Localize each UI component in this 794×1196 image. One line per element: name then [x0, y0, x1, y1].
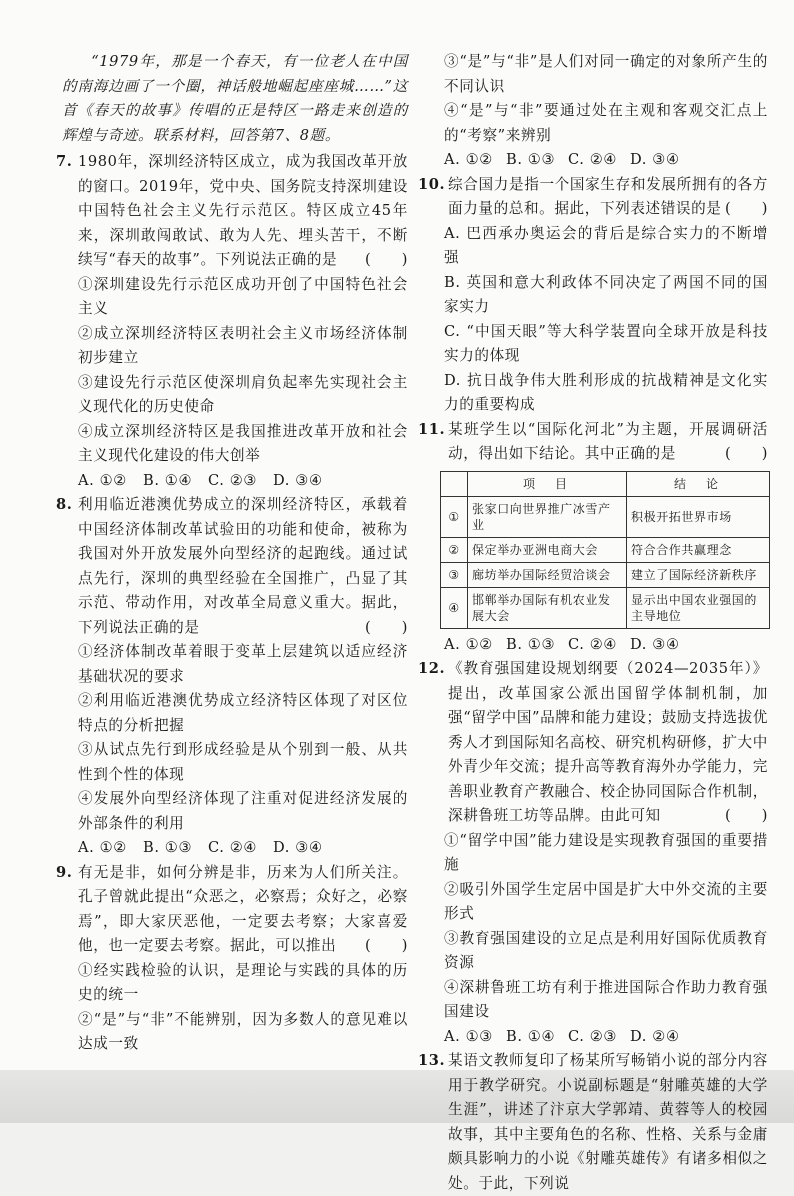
statement-4: ④发展外向型经济体现了注重对促进经济发展的外部条件的利用: [78, 790, 408, 832]
question-stem: 某语文教师复印了杨某所写畅销小说的部分内容用于教学研究。小说副标题是“射雕英雄的大学生涯”，讲述了汴京大学郭靖、黄蓉等人的校园故事，其中主要角色的名称、性格、关系与金庸颇具影响力的小说《射雕英雄传》有诸多相似之处。于此，下列说: [448, 1052, 768, 1192]
table-header: 项 目: [468, 471, 627, 496]
answer-options: [428, 148, 768, 173]
option-d: D. ③④: [630, 635, 680, 653]
option-b: B. ①③: [506, 151, 556, 168]
option-d: D. ②④: [630, 1027, 680, 1045]
question-number: 7.: [56, 153, 73, 170]
survey-table: [440, 471, 770, 629]
option-d: D. 抗日战争伟大胜利形成的抗战精神是文化实力的重要构成: [444, 371, 768, 413]
question-9: [56, 861, 408, 959]
option-c: C. ②③: [568, 1027, 618, 1045]
option-b: B. ①④: [506, 1027, 556, 1045]
option-c: C. ②④: [568, 635, 618, 653]
question-stem: 某班学生以“国际化河北”为主题，开展调研活动，得出如下结论。其中正确的是 ( ): [448, 418, 768, 467]
question-stem: 1980年，深圳经济特区成立，成为我国改革开放的窗口。2019年，党中央、国务院支持深圳建设中国特色社会主义先行示范区。特区成立45年来，深圳敢闯敢试、敢为人先、埋头苦干，不断续写“春天的故事”。下列说法正确的是 ( ): [78, 150, 408, 273]
table-cell: ①: [441, 496, 468, 537]
question-stem: 《教育强国建设规划纲要（2024—2035年）》提出，改革国家公派出国留学体制机制，加强“留学中国”品牌和能力建设；鼓励支持选拔优秀人才到国际知名高校、研究机构研修，扩大中外青少年交流；提升高等教育海外办学能力，完善职业教育产教融合、校企协同国际合作机制，深耕鲁班工坊等品牌。由此可知 ( ): [448, 657, 768, 829]
table-cell: 显示出中国农业强国的主导地位: [627, 587, 770, 628]
statement-2: ②吸引外国学生定居中国是扩大中外交流的主要形式: [444, 880, 768, 922]
option-b: B. 英国和意大利政体不同决定了两国不同的国家实力: [444, 273, 768, 315]
statement-4: ④成立深圳经济特区是我国推进改革开放和社会主义现代化建设的伟大创举: [78, 422, 408, 464]
statement-4: ④深耕鲁班工坊有利于推进国际合作助力教育强国建设: [444, 978, 768, 1020]
statement-2: ②成立深圳经济特区表明社会主义市场经济体制初步建立: [78, 324, 408, 366]
statement-1: ①“留学中国”能力建设是实现教育强国的重要措施: [444, 831, 768, 873]
table-row: [441, 587, 770, 628]
table-header: [441, 471, 468, 496]
option-c: C. ②④: [208, 839, 258, 856]
question-stem: 有无是非，如何分辨是非，历来为人们所关注。孔子曾就此提出“众恶之，必察焉；众好之，必察焉”，即大家厌恶他，一定要去考察；大家喜爱他，也一定要去考察。据此，可以推出 ( ): [78, 861, 408, 959]
question-stem: 综合国力是指一个国家生存和发展所拥有的各方面力量的总和。据此，下列表述错误的是 ( ): [448, 173, 768, 222]
statement-2: ②“是”与“非”不能辨别，因为多数人的意见难以达成一致: [78, 1010, 408, 1052]
statement-3: ③建设先行示范区使深圳肩负起率先实现社会主义现代化的历史使命: [78, 373, 408, 415]
question-number: 11.: [418, 420, 446, 438]
option-c: C. ②④: [568, 151, 618, 168]
statement-1: ①经实践检验的认识，是理论与实践的具体的历史的统一: [78, 961, 408, 1003]
option-a: A. ①②: [78, 839, 127, 856]
table-cell: 保定举办亚洲电商大会: [468, 537, 627, 562]
statement-1: ①深圳建设先行示范区成功开创了中国特色社会主义: [78, 275, 408, 317]
option-b: B. ①③: [506, 635, 556, 653]
table-row: [441, 562, 770, 587]
option-c: C. ②③: [208, 471, 258, 489]
right-column: [418, 50, 768, 1196]
answer-parentheses: ( ): [365, 251, 408, 268]
statement-3: ③从试点先行到形成经验是从个别到一般、从共性到个性的体现: [78, 741, 408, 783]
table-cell: 建立了国际经济新秩序: [627, 562, 770, 587]
option-b: B. ①④: [143, 471, 193, 489]
answer-parentheses: ( ): [725, 445, 768, 462]
option-d: D. ③④: [273, 471, 323, 489]
question-11: [418, 418, 768, 467]
statement-3: ③“是”与“非”是人们对同一确定的对象所产生的不同认识: [444, 53, 768, 95]
answer-parentheses: ( ): [725, 200, 768, 217]
answer-options: [62, 469, 408, 494]
answer-parentheses: ( ): [365, 937, 408, 954]
table-cell: 邯郸举办国际有机农业发展大会: [468, 587, 627, 628]
table-cell: 积极开拓世界市场: [627, 496, 770, 537]
question-number: 9.: [56, 863, 73, 881]
answer-options: [428, 1025, 768, 1050]
question-number: 13.: [418, 1052, 446, 1069]
table-cell: ③: [441, 562, 468, 587]
statement-3: ③教育强国建设的立足点是利用好国际优质教育资源: [444, 929, 768, 971]
answer-options: [62, 836, 408, 861]
option-a: A. ①②: [78, 471, 127, 489]
statement-2: ②利用临近港澳优势成立经济特区体现了对区位特点的分析把握: [78, 692, 408, 734]
answer-options: [428, 633, 768, 658]
option-d: D. ③④: [273, 839, 323, 856]
question-12: [418, 657, 768, 829]
question-number: 10.: [418, 175, 446, 193]
question-number: 8.: [56, 496, 73, 513]
question-10: [418, 173, 768, 222]
table-cell: 符合合作共赢理念: [627, 537, 770, 562]
table-header-row: [441, 471, 770, 496]
intro-passage: “1979年，那是一个春天，有一位老人在中国的南海边画了一个圈，神话般地崛起座座城……”这首《春天的故事》传唱的正是特区一路走来创造的辉煌与奇迹。联系材料，回答第7、8题。: [62, 53, 408, 144]
option-a: A. ①③: [444, 1027, 493, 1045]
table-row: [441, 496, 770, 537]
answer-parentheses: ( ): [365, 618, 408, 636]
left-column: [56, 50, 408, 1057]
option-a: A. ①②: [444, 151, 493, 168]
answer-parentheses: ( ): [725, 807, 768, 824]
option-a: A. ①②: [444, 635, 493, 653]
option-b: B. ①③: [143, 839, 193, 856]
option-a: A. 巴西承办奥运会的背后是综合实力的不断增强: [444, 224, 768, 266]
question-7: [56, 150, 408, 273]
table-cell: ②: [441, 537, 468, 562]
option-d: D. ③④: [630, 151, 680, 168]
option-c: C. “中国天眼”等大科学装置向全球开放是科技实力的体现: [444, 322, 768, 364]
table-cell: 张家口向世界推广冰雪产业: [468, 496, 627, 537]
table-row: [441, 537, 770, 562]
table-cell: ④: [441, 587, 468, 628]
statement-4: ④“是”与“非”要通过处在主观和客观交汇点上的“考察”来辨别: [444, 102, 768, 144]
statement-1: ①经济体制改革着眼于变革上层建筑以适应经济基础状况的要求: [78, 643, 408, 685]
question-8: [56, 493, 408, 640]
question-stem: 利用临近港澳优势成立的深圳经济特区，承载着中国经济体制改革试验田的功能和使命，被称为我国对外开放发展外向型经济的起跑线。通过试点先行，深圳的典型经验在全国推广，凸显了其示范、带动作用，对改革全局意义重大。据此，下列说法正确的是 ( ): [78, 493, 408, 640]
table-header: 结 论: [627, 471, 770, 496]
table-cell: 廊坊举办国际经贸洽谈会: [468, 562, 627, 587]
question-number: 12.: [418, 660, 446, 677]
